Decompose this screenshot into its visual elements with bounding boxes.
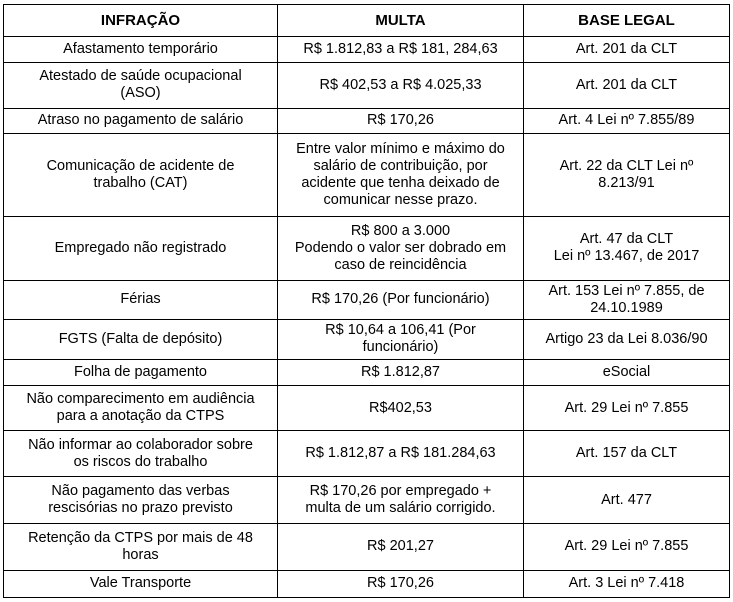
cell-line: Art. 4 Lei nº 7.855/89 (558, 112, 695, 129)
cell-multa (278, 570, 524, 597)
cell-infracao (4, 37, 278, 63)
header-multa: MULTA (278, 5, 524, 37)
cell-base-legal (524, 477, 730, 524)
cell-multa (278, 524, 524, 571)
cell-infracao (4, 63, 278, 109)
cell-line: acidente que tenha deixado de (301, 174, 500, 191)
cell-line: rescisórias no prazo previsto (48, 500, 233, 517)
cell-line: Art. 29 Lei nº 7.855 (564, 399, 689, 416)
cell-multa (278, 108, 524, 133)
cell-line: Atestado de saúde ocupacional (39, 68, 242, 85)
cell-line: Art. 157 da CLT (575, 445, 678, 462)
cell-line: Art. 201 da CLT (575, 76, 678, 93)
cell-line: (ASO) (120, 85, 161, 102)
cell-multa (278, 320, 524, 360)
cell-line: R$ 201,27 (367, 538, 434, 555)
cell-base-legal (524, 217, 730, 280)
cell-line: Art. 153 Lei nº 7.855, de (548, 282, 705, 299)
cell-line: Comunicação de acidente de (46, 157, 235, 174)
table-row (4, 431, 730, 477)
header-row (4, 5, 730, 37)
cell-line: Retenção da CTPS por mais de 48 (28, 529, 253, 546)
cell-line: salário de contribuição, por (313, 157, 488, 174)
cell-line: 24.10.1989 (590, 299, 663, 316)
cell-line: R$ 402,53 a R$ 4.025,33 (319, 76, 482, 93)
cell-line: R$ 800 a 3.000 (350, 222, 451, 239)
cell-base-legal (524, 570, 730, 597)
cell-line: R$ 170,26 (367, 112, 434, 129)
header-infracao: INFRAÇÃO (4, 5, 278, 37)
cell-line: trabalho (CAT) (93, 174, 188, 191)
cell-line: Art. 47 da CLT (579, 231, 674, 248)
cell-infracao (4, 217, 278, 280)
cell-line: Art. 477 (601, 491, 652, 508)
table-row (4, 359, 730, 385)
cell-multa (278, 359, 524, 385)
cell-base-legal (524, 320, 730, 360)
cell-line: Afastamento temporário (63, 41, 218, 57)
table-body (4, 37, 730, 598)
cell-line: horas (122, 546, 159, 563)
cell-base-legal (524, 431, 730, 477)
cell-multa (278, 477, 524, 524)
cell-line: Folha de pagamento (73, 363, 207, 380)
cell-line: Não informar ao colaborador sobre (28, 436, 253, 453)
cell-line: R$402,53 (369, 399, 432, 416)
fines-table (3, 4, 730, 598)
cell-infracao (4, 133, 278, 216)
cell-infracao (4, 385, 278, 431)
cell-line: R$ 10,64 a 106,41 (Por (325, 322, 476, 339)
cell-base-legal (524, 37, 730, 63)
cell-line: R$ 170,26 (Por funcionário) (311, 291, 490, 308)
cell-line: Lei nº 13.467, de 2017 (553, 248, 700, 265)
cell-line: Artigo 23 da Lei 8.036/90 (545, 330, 708, 347)
cell-infracao (4, 359, 278, 385)
cell-line: comunicar nesse prazo. (323, 191, 478, 208)
table-row (4, 385, 730, 431)
cell-base-legal (524, 385, 730, 431)
cell-line: para a anotação da CTPS (56, 408, 225, 424)
cell-line: 8.213/91 (598, 174, 655, 191)
cell-line: R$ 1.812,87 a R$ 181.284,63 (305, 445, 496, 462)
cell-line: Vale Transporte (89, 575, 192, 592)
cell-line: R$ 170,26 por empregado + (309, 483, 492, 500)
cell-line: Podendo o valor ser dobrado em (294, 239, 507, 256)
cell-multa (278, 217, 524, 280)
table-row (4, 320, 730, 360)
cell-line: os riscos do trabalho (73, 453, 208, 470)
cell-line: Não comparecimento em audiência (26, 391, 255, 407)
table-row (4, 37, 730, 63)
cell-line: R$ 170,26 (367, 575, 434, 592)
cell-multa (278, 63, 524, 109)
cell-line: Férias (120, 291, 161, 308)
cell-base-legal (524, 63, 730, 109)
cell-infracao (4, 570, 278, 597)
cell-multa (278, 280, 524, 320)
table-row (4, 108, 730, 133)
header-base-legal: BASE LEGAL (524, 5, 730, 37)
cell-line: Art. 3 Lei nº 7.418 (568, 575, 685, 592)
table-row (4, 63, 730, 109)
cell-base-legal (524, 359, 730, 385)
cell-line: Entre valor mínimo e máximo do (296, 140, 505, 157)
cell-base-legal (524, 280, 730, 320)
table-row (4, 217, 730, 280)
cell-base-legal (524, 108, 730, 133)
cell-line: Empregado não registrado (54, 239, 227, 256)
table-row (4, 570, 730, 597)
cell-line: funcionário) (362, 339, 439, 356)
table-row (4, 133, 730, 216)
cell-line: eSocial (602, 363, 651, 380)
cell-line: Art. 201 da CLT (575, 41, 678, 57)
cell-infracao (4, 280, 278, 320)
cell-line: Atraso no pagamento de salário (37, 112, 244, 129)
cell-line: multa de um salário corrigido. (305, 500, 496, 517)
table-row (4, 524, 730, 571)
cell-line: Art. 22 da CLT Lei nº (559, 157, 694, 174)
cell-line: R$ 1.812,83 a R$ 181, 284,63 (303, 41, 498, 57)
cell-line: caso de reincidência (334, 256, 467, 273)
cell-base-legal (524, 133, 730, 216)
cell-infracao (4, 320, 278, 360)
table-row (4, 477, 730, 524)
cell-infracao (4, 108, 278, 133)
cell-line: Não pagamento das verbas (51, 483, 230, 500)
cell-base-legal (524, 524, 730, 571)
cell-line: Art. 29 Lei nº 7.855 (564, 538, 689, 555)
cell-infracao (4, 431, 278, 477)
cell-line: FGTS (Falta de depósito) (58, 330, 223, 347)
table-row (4, 280, 730, 320)
cell-multa (278, 385, 524, 431)
cell-multa (278, 431, 524, 477)
cell-infracao (4, 524, 278, 571)
cell-infracao (4, 477, 278, 524)
cell-multa (278, 133, 524, 216)
cell-multa (278, 37, 524, 63)
cell-line: R$ 1.812,87 (360, 363, 440, 380)
